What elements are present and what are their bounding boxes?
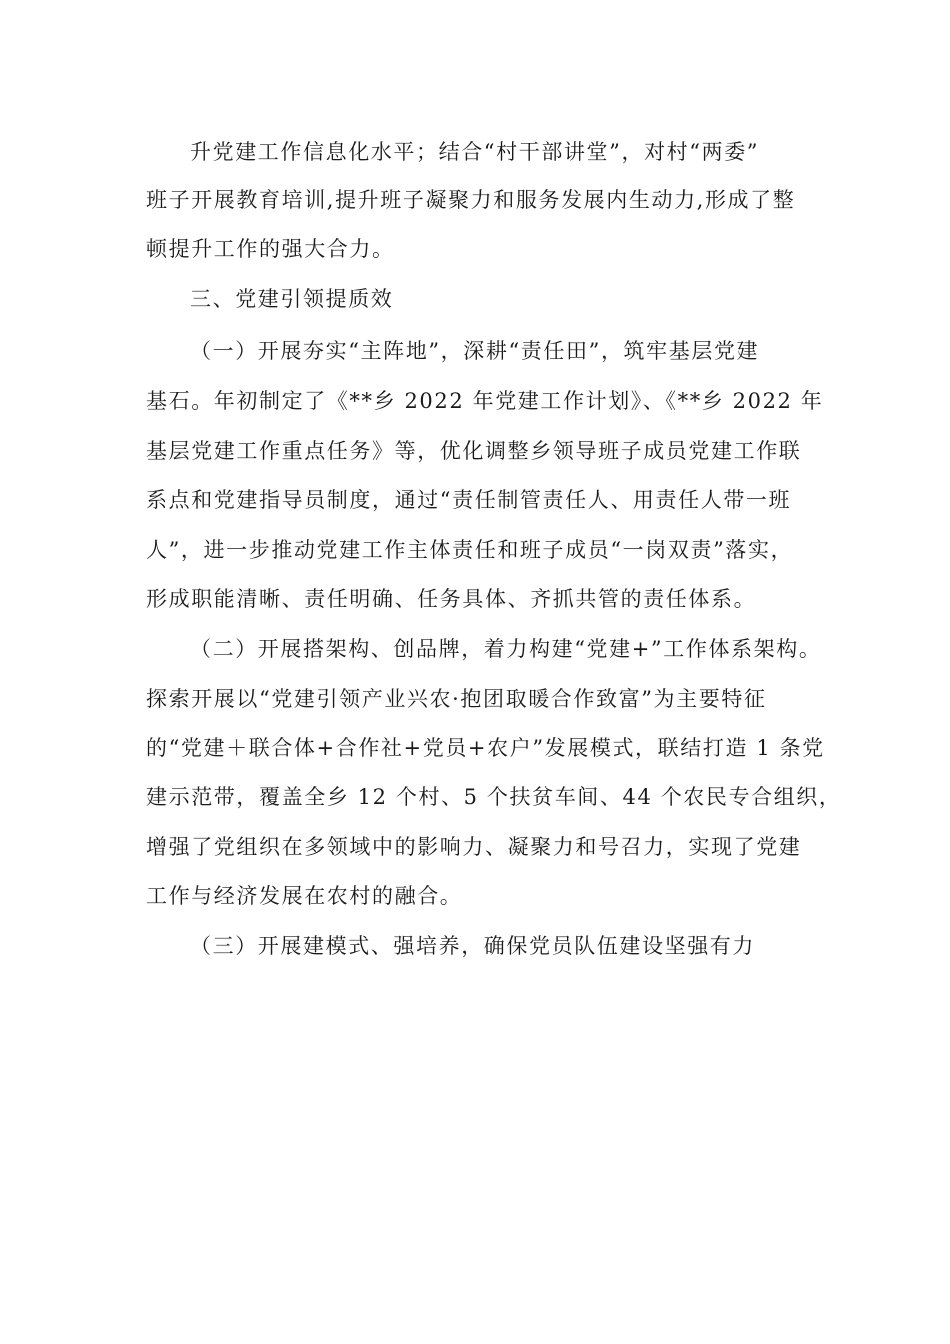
text-line: 顿提升工作的强大合力。 [146, 237, 395, 261]
text-line: （一）开展夯实“主阵地”，深耕“责任田”，筑牢基层党建 [190, 339, 760, 363]
text-line: 基石。年初制定了《**乡 2022 年党建工作计划》、《**乡 2022 年 [146, 389, 824, 413]
text-line: 升党建工作信息化水平；结合“村干部讲堂”，对村“两委” [190, 140, 760, 164]
text-line: 基层党建工作重点任务》等，优化调整乡领导班子成员党建工作联 [146, 439, 802, 463]
text-line: 探索开展以“党建引领产业兴农·抱团取暖合作致富”为主要特征 [146, 687, 767, 711]
text-line: 的“党建＋联合体+合作社+党员+农户”发展模式，联结打造 1 条党 [146, 736, 825, 760]
text-line: （二）开展搭架构、创品牌，着力构建“党建+”工作体系架构。 [190, 637, 822, 661]
text-line: 工作与经济发展在农村的融合。 [146, 884, 463, 908]
text-line: 人”，进一步推动党建工作主体责任和班子成员“一岗双责”落实， [146, 538, 794, 562]
text-line: 建示范带，覆盖全乡 12 个村、5 个扶贫车间、44 个农民专合组织， [146, 785, 842, 809]
text-line: 增强了党组织在多领域中的影响力、凝聚力和号召力，实现了党建 [146, 835, 802, 859]
text-line: 系点和党建指导员制度，通过“责任制管责任人、用责任人带一班 [146, 488, 792, 512]
section-heading: 三、党建引领提质效 [190, 287, 394, 311]
text-line: （三）开展建模式、强培养，确保党员队伍建设坚强有力 [190, 934, 755, 958]
text-line: 形成职能清晰、责任明确、任务具体、齐抓共管的责任体系。 [146, 587, 757, 611]
text-line: 班子开展教育培训,提升班子凝聚力和服务发展内生动力,形成了整 [146, 188, 796, 212]
